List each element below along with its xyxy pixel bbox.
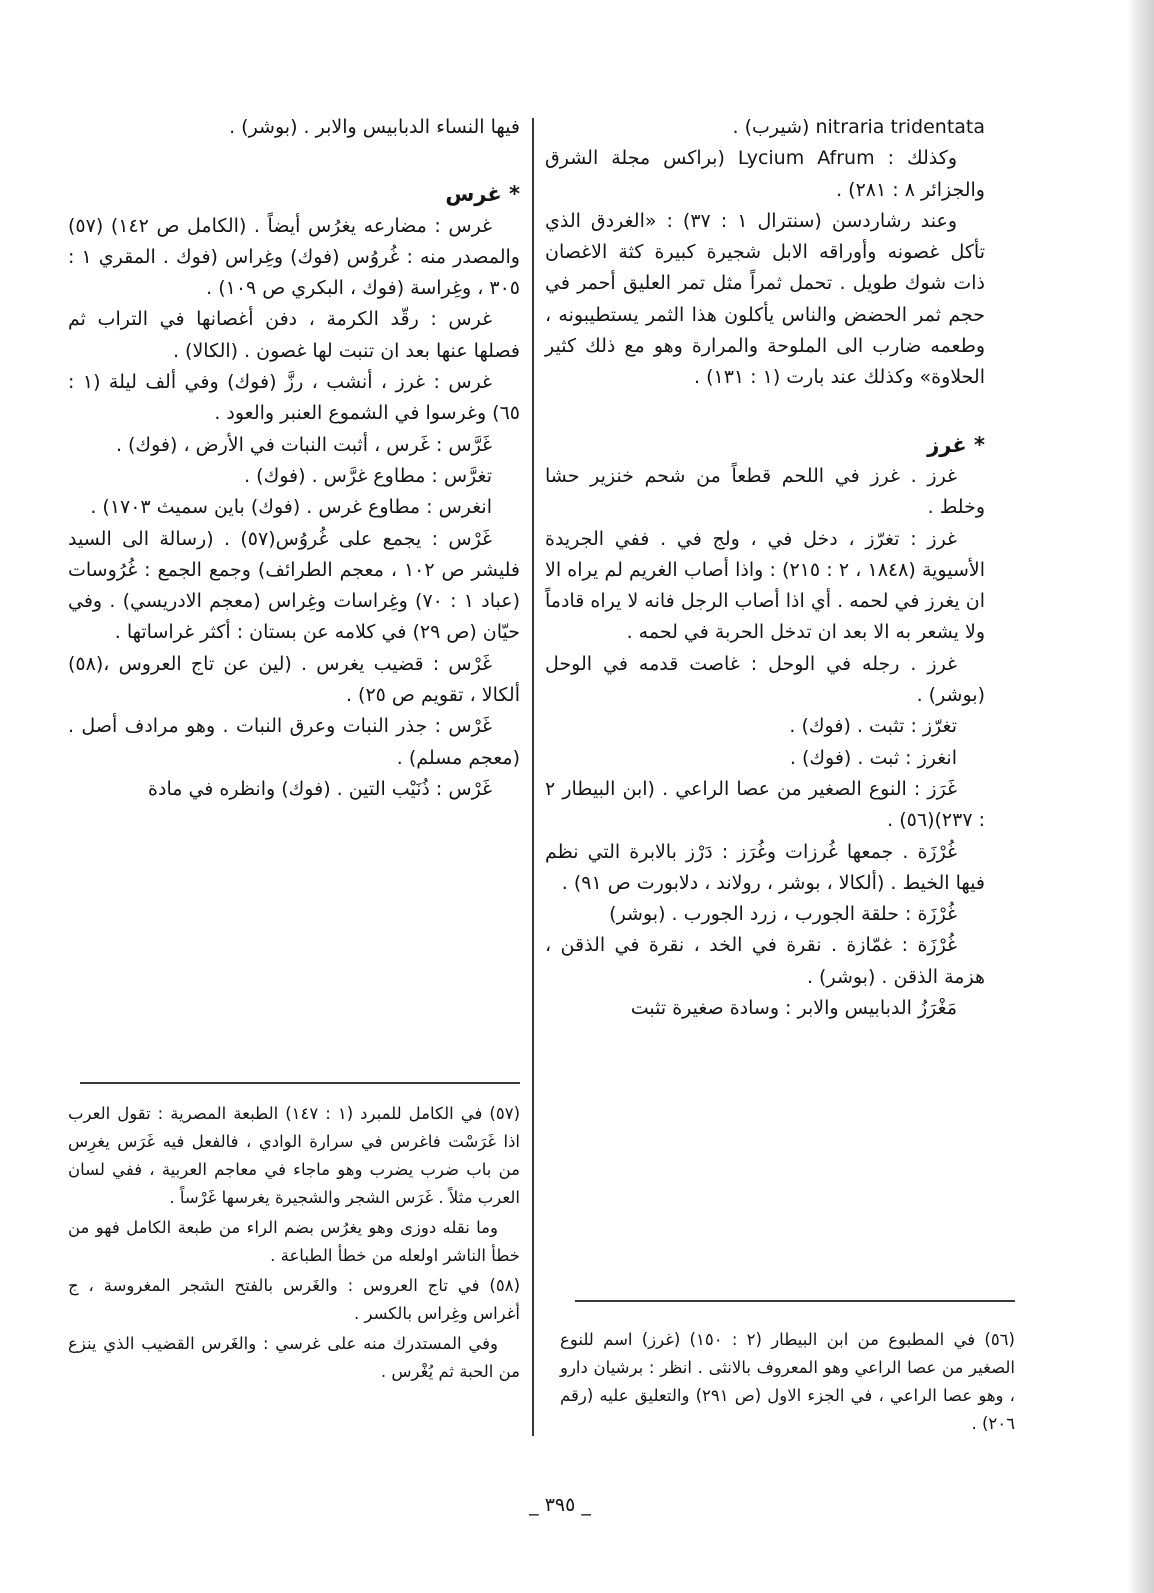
- entry-paragraph: غرز . رجله في الوحل : غاصت قدمه في الوحل (بوشر) .: [545, 652, 985, 707]
- entry-paragraph: تغرَّس : مطاوع غرَّس . (فوك) .: [244, 464, 492, 487]
- spacer: [545, 412, 985, 430]
- entry-paragraph: غَرْس : قضيب يغرس . (لين عن تاج العروس ،(٥٨) ألكالا ، تقويم ص ٢٥) .: [68, 652, 520, 707]
- entry-paragraph: فيها النساء الدبابيس والابر . (بوشر) .: [229, 116, 520, 138]
- footnotes-right: [560, 1326, 1015, 1440]
- entry-paragraph: nitraria tridentata (شيرب) .: [732, 116, 985, 138]
- page-number: _ ٣٩٥ _: [529, 1494, 591, 1516]
- scan-edge-shadow: [1128, 0, 1154, 1593]
- entry-paragraph: غرس : غرز ، أنشب ، رزَّ (فوك) وفي ألف ليلة (١ : ٦٥) وغرسوا في الشموع العنبر والعود .: [68, 371, 520, 425]
- entry-paragraph: انغرز : ثبت . (فوك) .: [789, 746, 957, 769]
- entry-paragraph: غُرْزَة : حلقة الجورب ، زرد الجورب . (بوشر): [609, 903, 957, 926]
- footnote-58-continued: وفي المستدرك منه على غرسي : والغَرس القضيب الذي ينزع من الحبة ثم يُغْرس .: [68, 1334, 520, 1381]
- entry-paragraph: مَغْرَزُ الدبابيس والابر : وسادة صغيرة تثبت: [630, 997, 957, 1020]
- footnote-57: (٥٧) في الكامل للمبرد (١ : ١٤٧) الطبعة المصرية : تقول العرب اذا غَرَسْت فاغرس في سرارة الوادي ، فالفعل فيه غَرَس يغرِس من باب ضرب يضرب وهو ماجاء في معاجم العربية ، ففي لسان العرب مثلاً . غَرَس الشجر والشجيرة يغرسها غَرْساً .: [68, 1104, 520, 1207]
- footnote-rule-left: [80, 1082, 520, 1084]
- entry-paragraph: غُرْزَة . جمعها غُرزات وغُرَز : دَرْز بالابرة التي نظم فيها الخيط . (ألكالا ، بوشر ، رولاند ، دلابورت ص ٩١) .: [545, 840, 985, 894]
- footnote-57-continued: وما نقله دوزى وهو يغرُس بضم الراء من طبعة الكامل فهو من خطأ الناشر اولعله من خطأ الطباعة .: [68, 1218, 520, 1265]
- entry-paragraph: غرز . غرز في اللحم قطعاً من شحم خنزير حشا وخلط .: [545, 464, 985, 519]
- right-column: [545, 112, 985, 1024]
- entry-heading-gharaza: * غرز: [927, 432, 985, 457]
- entry-paragraph: تغرّز : تثبت . (فوك) .: [789, 715, 957, 738]
- spacer: [545, 394, 985, 412]
- left-column: [68, 112, 520, 805]
- entry-paragraph: غرس : رقّد الكرمة ، دفن أغصانها في التراب ثم فصلها عنها بعد ان تنبت لها غصون . (الكالا) .: [68, 308, 520, 362]
- entry-paragraph: غَرْس : جذر النبات وعرق النبات . وهو مرادف أصل . (معجم مسلم) .: [68, 715, 520, 769]
- entry-paragraph: غرز : تغرّز ، دخل في ، ولج في . ففي الجريدة الأسيوية (١٨٤٨ ، ٢ : ٢١٥) : واذا أصاب الغريم لم يراه الا ان يغرز في لحمه . أي اذا أصاب الرجل فانه لا يراه قادماً ولا يشعر به الا بعد ان تدخل الحربة في لحمه .: [545, 527, 986, 644]
- entry-paragraph: غرس : مضارعه يغرُس أيضاً . (الكامل ص ١٤٢) (٥٧) والمصدر منه : غُروُس (فوك) وغِراس (فوك . المقري ١ : ٣٠٥ ، وغِراسة (فوك ، البكري ص ١٠٩) .: [68, 214, 520, 300]
- spacer: [68, 143, 520, 161]
- spacer: [68, 161, 520, 179]
- entry-paragraph: غَرْس : يجمع على غُروُس(٥٧) . (رسالة الى السيد فليشر ص ١٠٢ ، معجم الطرائف) وجمع الجمع : غُرُوسات (عباد ١ : ٧٠) وغِراسات وغِراس (معجم الادريسي) . وفي حيّان (ص ٢٩) في كلامه عن بستان : أكثر غراساتها .: [68, 527, 520, 644]
- entry-paragraph: وكذلك : Lycium Afrum (براكس مجلة الشرق والجزائر ٨ : ٢٨١) .: [545, 147, 985, 201]
- entry-paragraph: انغرس : مطاوع غرس . (فوك) باين سميث ١٧٠٣) .: [90, 496, 492, 519]
- footnote-58: (٥٨) في تاج العروس : والغَرس بالفتح الشجر المغروسة ، ج أغراس وغِراس بالكسر .: [68, 1276, 520, 1323]
- entry-paragraph: غَرْس : ذُنَيْب التين . (فوك) وانظره في مادة: [148, 777, 492, 800]
- entry-paragraph: غُرْزَة : غمّازة . نقرة في الخد ، نقرة في الذقن ، هزمة الذقن . (بوشر) .: [545, 934, 985, 988]
- entry-paragraph: غَرَّس : غَرس ، أثبت النبات في الأرض ، (فوك) .: [115, 433, 492, 456]
- entry-heading-gharasa: * غرس: [445, 182, 520, 207]
- footnote-56: (٥٦) في المطبوع من ابن البيطار (٢ : ١٥٠) (غرز) اسم للنوع الصغير من عصا الراعي وهو المعروف بالانثى . انظر : برشيان دارو ، وهو عصا الراعي ، في الجزء الاول (ص ٢٩١) والتعليق عليه (رقم ٢٠٦) .: [560, 1330, 1015, 1433]
- footnote-rule-right: [575, 1300, 1015, 1302]
- footnotes-left: [68, 1100, 520, 1388]
- entry-paragraph: وعند رشاردسن (سنترال ١ : ٣٧) : «الغردق الذي تأكل غصونه وأوراقه الابل شجيرة كبيرة كثة الاغصان ذات شوك طويل . تحمل ثمراً مثل تمر العليق أحمر في حجم ثمر الحضض والناس يأكلون هذا الثمر يستطيبونه ، وطعمه ضارب الى الملوحة والمرارة وهو مع ذلك كثير الحلاوة» وكذلك عند بارت (١ : ١٣١) .: [545, 209, 985, 389]
- entry-paragraph: غَرَز : النوع الصغير من عصا الراعي . (ابن البيطار ٢ : ٢٣٧)(٥٦) .: [545, 777, 985, 832]
- column-divider: [532, 118, 534, 1436]
